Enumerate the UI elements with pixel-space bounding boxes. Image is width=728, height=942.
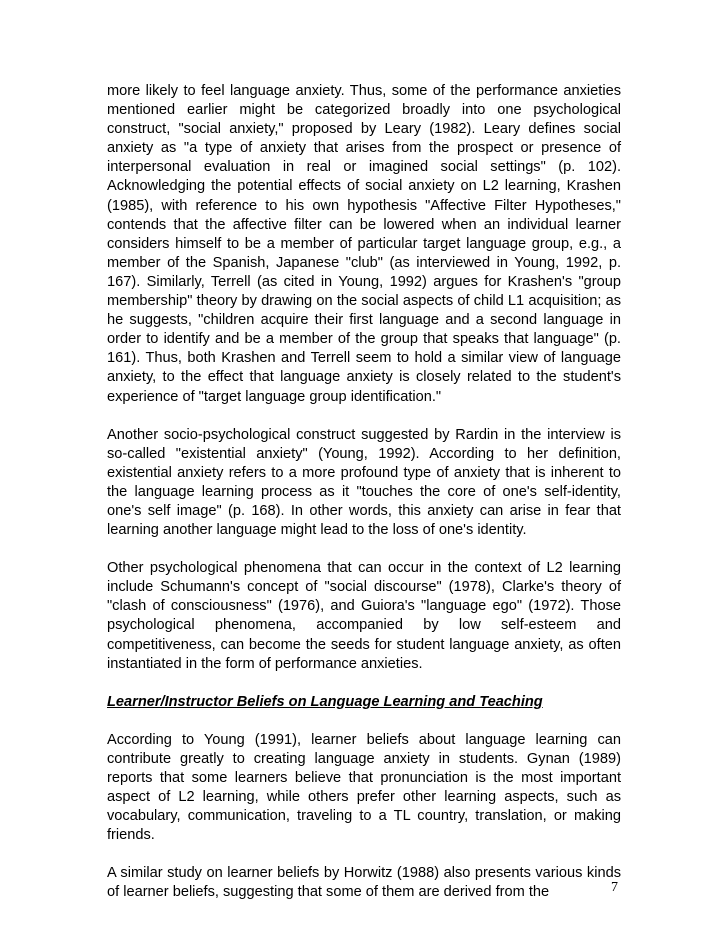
page-body (107, 82, 621, 922)
page-number: 7 (611, 880, 618, 895)
paragraph-social-anxiety: more likely to feel language anxiety. Thus, some of the performance anxieties mentioned earlier might be categorized broadly into one psychological construct, "social anxiety," proposed by Leary (1982). Leary defines social anxiety as "a type of anxiety that arises from the prospect or presence of interpersonal evaluation in real or imagined social settings" (p. 102). Acknowledging the potential effects of social anxiety on L2 learning, Krashen (1985), with reference to his own hypothesis "Affective Filter Hypotheses," contends that the affective filter can be lowered when an individual learner considers himself to be a member of particular target language group, e.g., a member of the Spanish, Japanese "club" (as interviewed in Young, 1992, p. 167). Similarly, Terrell (as cited in Young, 1992) argues for Krashen's "group membership" theory by drawing on the social aspects of child L1 acquisition; as he suggests, "children acquire their first language and a second language in order to identify and be a member of the group that speaks that language" (p. 161). Thus, both Krashen and Terrell seem to hold a similar view of language anxiety, to the effect that language anxiety is closely related to the student's experience of "target language group identification." (107, 83, 621, 405)
section-heading: Learner/Instructor Beliefs on Language Learning and Teaching (107, 693, 543, 710)
paragraph-existential-anxiety: Another socio-psychological construct suggested by Rardin in the interview is so-called "existential anxiety" (Young, 1992). According to her definition, existential anxiety refers to a more profound type of anxiety that is inherent to the language learning process as it "touches the core of one's self-identity, one's self image" (p. 168). In other words, this anxiety can arise in fear that learning another language might lead to the loss of one's identity. (107, 426, 621, 539)
paragraph-learner-beliefs: According to Young (1991), learner beliefs about language learning can contribute greatly to creating language anxiety in students. Gynan (1989) reports that some learners believe that pronunciation is the most important aspect of L2 learning, while others prefer other learning aspects, such as vocabulary, communication, traveling to a TL country, translation, or making friends. (107, 731, 621, 844)
paragraph-horwitz-study: A similar study on learner beliefs by Horwitz (1988) also presents various kinds of learner beliefs, suggesting that some of them are derived from the (107, 865, 621, 901)
paragraph-psychological-phenomena: Other psychological phenomena that can occur in the context of L2 learning include Schumann's concept of "social discourse" (1978), Clarke's theory of "clash of consciousness" (1976), and Guiora's "language ego" (1972). Those psychological phenomena, accompanied by low self-esteem and competitiveness, can become the seeds for student language anxiety, as often instantiated in the form of performance anxieties. (107, 560, 621, 672)
